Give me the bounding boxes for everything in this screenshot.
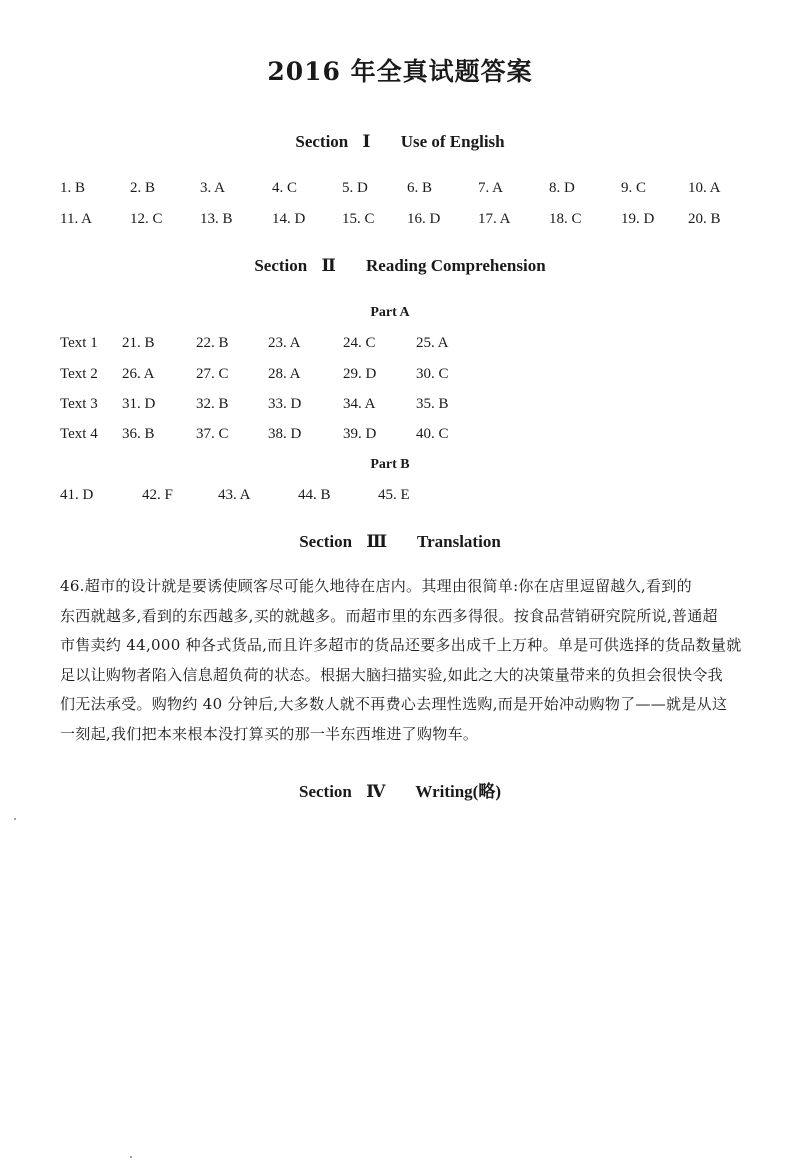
part-a-heading: Part A (370, 305, 410, 320)
section-1-heading (0, 132, 800, 152)
answer-item: 27. C (196, 366, 229, 382)
answer-item: 31. D (122, 396, 156, 412)
answer-item: 23. A (268, 335, 301, 351)
answer-item: 3. A (200, 180, 226, 196)
text-3-label: Text 3 (60, 396, 98, 412)
answer-item: 14. D (272, 211, 306, 227)
answer-item: 20. B (688, 211, 721, 227)
answer-item: 35. B (416, 396, 449, 412)
answer-item: 37. C (196, 426, 229, 442)
answer-item: 13. B (200, 211, 233, 227)
section-3-number: Ⅲ (366, 532, 388, 551)
text-2-row (60, 366, 480, 386)
answer-item: 42. F (142, 487, 173, 503)
answer-item: 18. C (549, 211, 582, 227)
translation-line: 一刻起,我们把本来根本没打算买的那一半东西堆进了购物车。 (60, 724, 479, 743)
answer-item: 12. C (130, 211, 163, 227)
answer-item: 10. A (688, 180, 721, 196)
answer-item: 39. D (343, 426, 377, 442)
translation-line: 们无法承受。购物约 40 分钟后,大多数人就不再费心去理性选购,而是开始冲动购物了——就是从这 (60, 695, 728, 713)
section-4-label: Section (298, 782, 352, 801)
part-b-answers-row (60, 487, 480, 507)
answer-item: 26. A (122, 366, 155, 382)
answer-item: 11. A (60, 211, 92, 227)
answer-item: 40. C (416, 426, 449, 442)
answer-item: 25. A (416, 335, 449, 351)
section-3-heading (0, 532, 800, 552)
text-4-label: Text 4 (60, 426, 98, 442)
section-3-name: Translation (417, 532, 501, 551)
answer-item: 38. D (268, 426, 302, 442)
section-2-number: Ⅱ (321, 256, 336, 275)
section-2-name: Reading Comprehension (366, 256, 546, 275)
text-1-row (60, 335, 480, 355)
answer-item: 6. B (407, 180, 433, 196)
text-1-label: Text 1 (60, 335, 98, 351)
scan-speck (130, 1156, 132, 1158)
answer-item: 9. C (621, 180, 647, 196)
part-b-heading: Part B (370, 457, 410, 472)
answer-item: 29. D (343, 366, 377, 382)
scan-speck (14, 818, 16, 820)
section-4-number: Ⅳ (366, 782, 386, 801)
answer-item: 41. D (60, 487, 94, 503)
answer-item: 5. D (342, 180, 368, 196)
translation-line: 市售卖约 44,000 种各式货品,而且许多超市的货品还要多出成千上万种。单是可供选择的货品数量就 (60, 636, 742, 654)
translation-line: 东西就越多,看到的东西越多,买的就越多。而超市里的东西多得很。按食品营销研究院所说,普通超 (60, 606, 718, 625)
answer-item: 21. B (122, 335, 155, 351)
text-4-row (60, 426, 480, 446)
text-2-label: Text 2 (60, 366, 98, 382)
answer-item: 33. D (268, 396, 302, 412)
section-1-label: Section (295, 132, 349, 151)
section-4-heading (0, 777, 800, 802)
answer-item: 2. B (130, 180, 156, 196)
answer-item: 16. D (407, 211, 441, 227)
answer-item: 44. B (298, 487, 331, 503)
answer-item: 28. A (268, 366, 301, 382)
answer-item: 8. D (549, 180, 575, 196)
answer-item: 34. A (343, 396, 376, 412)
translation-line: 46.超市的设计就是要诱使顾客尽可能久地待在店内。其理由很简单:你在店里逗留越久,看到的 (60, 577, 692, 595)
text-3-row (60, 396, 480, 416)
answer-item: 45. E (378, 487, 410, 503)
translation-answer (60, 572, 786, 749)
answer-item: 43. A (218, 487, 251, 503)
answer-item: 17. A (478, 211, 511, 227)
answer-item: 1. B (60, 180, 86, 196)
section-2-heading (0, 256, 800, 276)
page-title: 2016 年全真试题答案 (267, 57, 533, 86)
answer-item: 22. B (196, 335, 229, 351)
answer-item: 24. C (343, 335, 376, 351)
section-4-name: Writing(略) (415, 782, 501, 801)
answer-item: 15. C (342, 211, 375, 227)
section-1-number: Ⅰ (362, 132, 371, 151)
answer-item: 32. B (196, 396, 229, 412)
answer-item: 4. C (272, 180, 298, 196)
section-2-label: Section (254, 256, 308, 275)
section-1-name: Use of English (400, 132, 505, 151)
answer-item: 36. B (122, 426, 155, 442)
translation-line: 足以让购物者陷入信息超负荷的状态。根据大脑扫描实验,如此之大的决策量带来的负担会很快令我 (60, 665, 723, 684)
answer-item: 19. D (621, 211, 655, 227)
answer-item: 30. C (416, 366, 449, 382)
answer-item: 7. A (478, 180, 504, 196)
section-3-label: Section (299, 532, 353, 551)
